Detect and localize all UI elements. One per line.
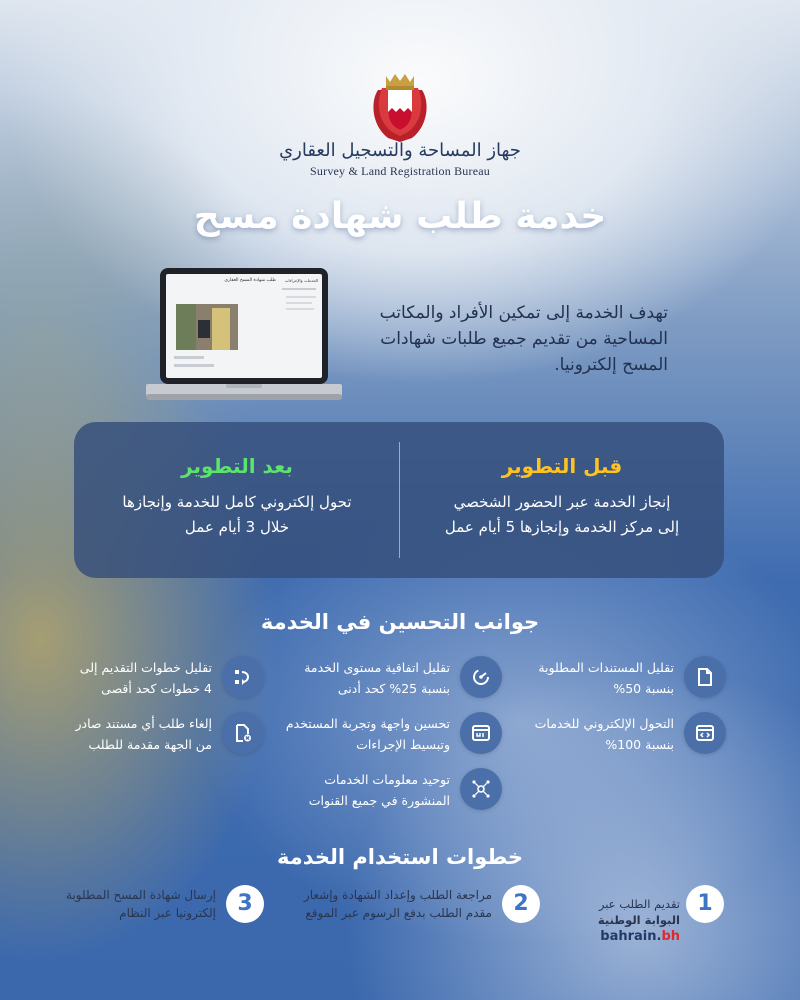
improvement-text-3a: تقليل خطوات التقديم إلى (79, 660, 212, 675)
after-line-2: خلال 3 أيام عمل (184, 518, 290, 536)
org-name-arabic: جهاز المساحة والتسجيل العقاري (279, 140, 521, 161)
improvement-text-1b: بنسبة 50% (613, 681, 674, 696)
page-title: خدمة طلب شهادة مسح (193, 196, 607, 237)
step-3-line-1: إرسال شهادة المسح المطلوبة (66, 888, 216, 902)
improvement-text-5a: تحسين واجهة وتجربة المستخدم (285, 716, 450, 731)
portal-name: bahrain. (600, 929, 662, 944)
intro-text: تهدف الخدمة إلى تمكين الأفراد والمكاتب المساحية من تقديم جميع طلبات شهادات المسح إلكترونيا. (379, 303, 668, 375)
bahrain-bh-logo (588, 928, 680, 946)
org-name-english: Survey & Land Registration Bureau (310, 164, 490, 178)
before-line-1: إنجاز الخدمة عبر الحضور الشخصي (453, 493, 671, 511)
after-title: بعد التطوير (181, 454, 293, 478)
improvement-ux (264, 710, 502, 758)
document-cancel-icon (222, 712, 264, 754)
network-icon (460, 768, 502, 810)
step-1-line-2: البوابة الوطنية (597, 913, 680, 927)
improvement-text-2a: تقليل اتفاقية مستوى الخدمة (304, 660, 450, 675)
improvement-text-2b: بنسبة 25% كحد أدنى (337, 681, 450, 696)
improvement-text-7a: توحيد معلومات الخدمات (324, 772, 450, 787)
step-2-number: 2 (502, 885, 540, 923)
code-window-icon (684, 712, 726, 754)
step-1-line-1: تقديم الطلب عبر (598, 897, 680, 911)
ui-window-icon (460, 712, 502, 754)
national-portal-label (588, 896, 680, 946)
step-2-line-1: مراجعة الطلب وإعداد الشهادة وإشعار (303, 888, 492, 902)
step-2-line-2: مقدم الطلب بدفع الرسوم عبر الموقع (305, 906, 492, 920)
improvements-title: جوانب التحسين في الخدمة (260, 610, 540, 634)
improvement-text-4b: بنسبة 100% (605, 737, 674, 752)
laptop-screen-side-heading: الخدمات والإجراءات (284, 278, 318, 283)
improvement-documents (488, 654, 726, 702)
improvement-no-documents (26, 710, 264, 758)
step-2 (300, 876, 540, 936)
laptop-icon (146, 268, 342, 404)
steps-title: خطوات استخدام الخدمة (276, 845, 524, 869)
after-development (92, 454, 382, 540)
document-icon (684, 656, 726, 698)
improvement-digital (488, 710, 726, 758)
improvement-text-4a: التحول الإلكتروني للخدمات (534, 716, 674, 731)
improvement-text-3b: 4 خطوات كحد أقصى (101, 681, 212, 696)
crest-emblem-icon (368, 68, 432, 144)
speed-icon (460, 656, 502, 698)
comparison-panel (74, 422, 724, 578)
improvement-text-7b: المنشورة في جميع القنوات (308, 793, 450, 808)
portal-tld: bh (661, 929, 680, 944)
improvement-text-5b: وتبسيط الإجراءات (356, 737, 450, 752)
improvement-text-1a: تقليل المستندات المطلوبة (538, 660, 674, 675)
before-title: قبل التطوير (501, 454, 623, 478)
panel-divider (399, 442, 400, 558)
step-3-line-2: إلكترونيا عبر النظام (119, 906, 216, 920)
laptop-illustration (146, 268, 342, 404)
improvement-text-6b: من الجهة مقدمة للطلب (88, 737, 212, 752)
before-development (417, 454, 707, 540)
steps-icon (222, 656, 264, 698)
before-line-2: إلى مركز الخدمة وإنجازها 5 أيام عمل (444, 518, 680, 536)
step-3 (24, 876, 264, 936)
laptop-screen-heading: طلب شهادة المسح العقاري (224, 278, 276, 283)
improvement-steps (26, 654, 264, 702)
step-3-number: 3 (226, 885, 264, 923)
step-1-number: 1 (686, 885, 724, 923)
improvement-unified-info (264, 766, 502, 814)
improvement-sla (264, 654, 502, 702)
improvement-text-6a: إلغاء طلب أي مستند صادر (75, 716, 212, 731)
after-line-1: تحول إلكتروني كامل للخدمة وإنجازها (122, 493, 352, 511)
